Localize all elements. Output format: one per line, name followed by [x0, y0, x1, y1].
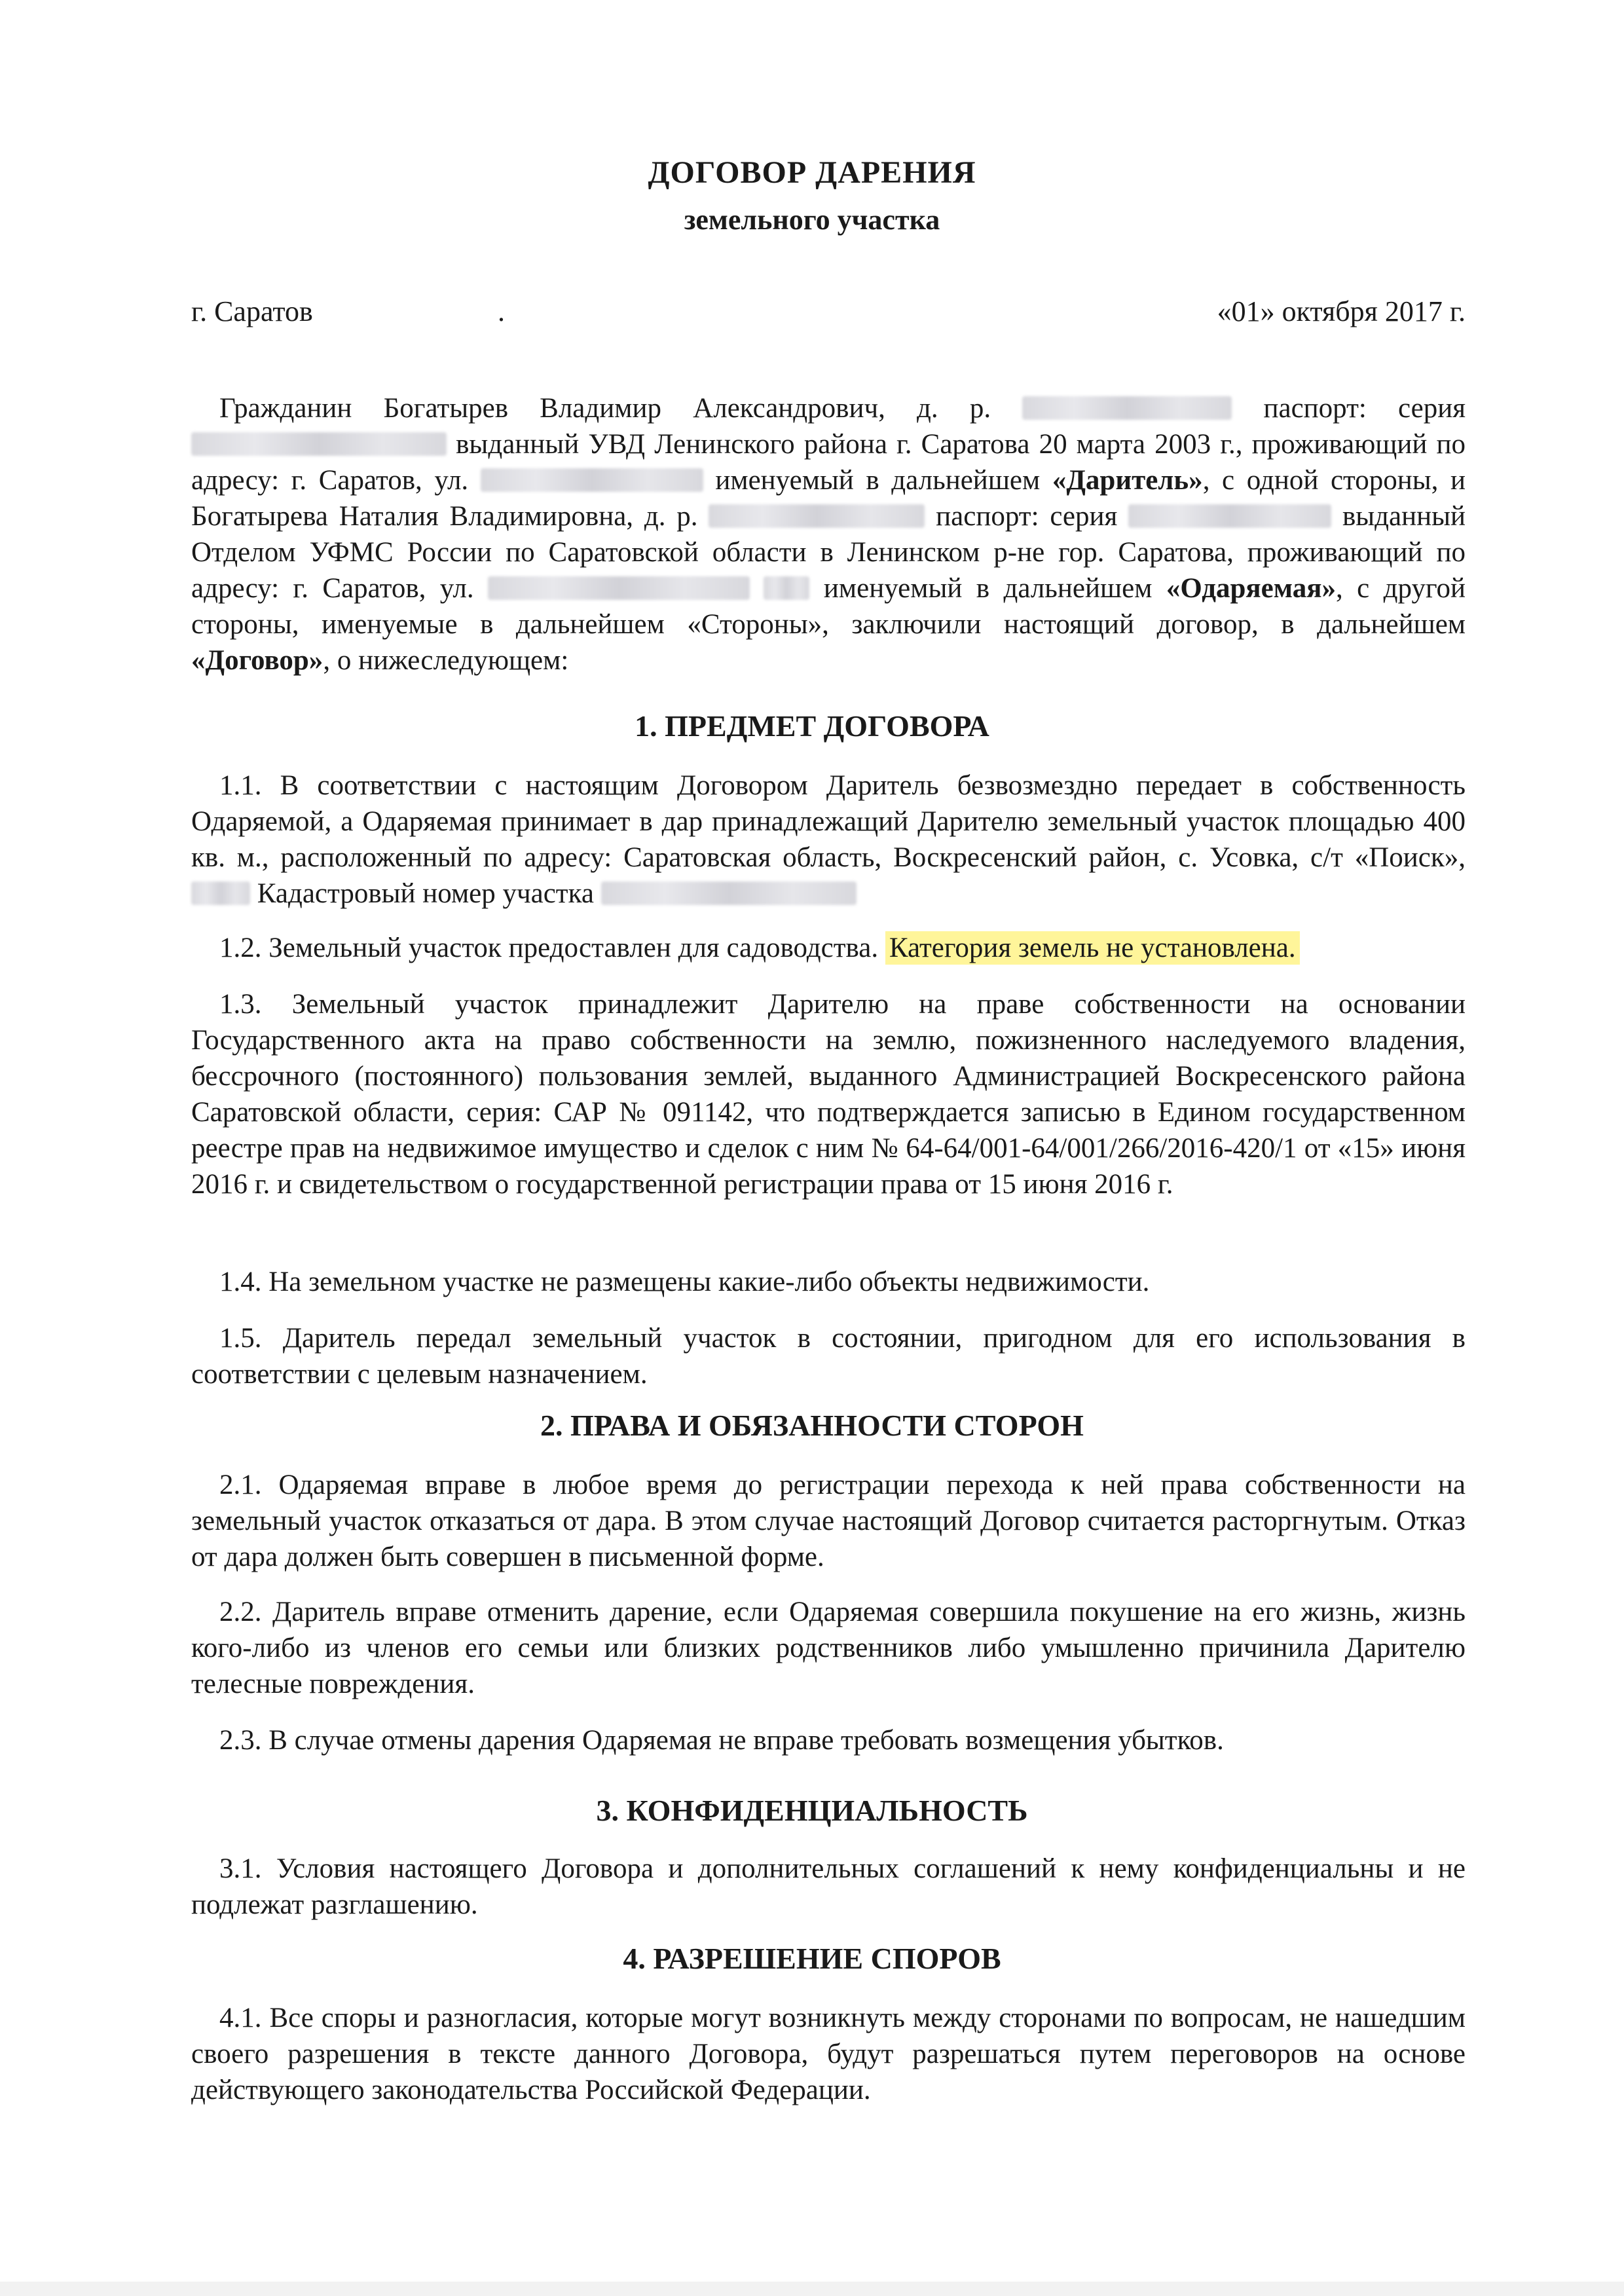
preamble-text: именуемый в дальнейшем: [823, 573, 1153, 604]
contract-term: «Договор»: [191, 645, 323, 676]
redacted-passport: [1128, 504, 1331, 528]
clause-text: 2.3. В случае отмены дарения Одаряемая не вправе требовать возмещения убытков.: [219, 1725, 1224, 1756]
document-title: ДОГОВОР ДАРЕНИЯ: [648, 155, 976, 190]
page-bottom-edge: [0, 2282, 1624, 2296]
preamble-text: именуемый в дальнейшем: [715, 465, 1041, 496]
contract-date: «01» октября 2017 г.: [1217, 295, 1466, 327]
clause-text: Кадастровый номер участка: [257, 878, 594, 909]
redacted-birthdate: [1022, 396, 1232, 420]
clause-2-1: [191, 1467, 1466, 1575]
preamble-text: , с другой стороны, именуемые в дальнейшем «Стороны», заключили настоящий договор, в дальнейшем: [191, 573, 1466, 640]
clause-3-1: [191, 1851, 1466, 1923]
section-2-heading: 2. ПРАВА И ОБЯЗАННОСТИ СТОРОН: [540, 1409, 1084, 1442]
redacted-address: [488, 576, 750, 600]
section-1-heading: 1. ПРЕДМЕТ ДОГОВОРА: [635, 709, 989, 743]
donee-term: «Одаряемая»: [1166, 573, 1336, 604]
clause-text: 1.1. В соответствии с настоящим Договором Даритель безвозмездно передает в собственность Одаряемой, а Одаряемая принимает в дар принадлежащий Дарителю земельный участок площадью 400 кв. м., расположенный по адресу: Саратовская область, Воскресенский район, с. Усовка, с/т «Поиск»,: [191, 770, 1466, 873]
redacted-passport: [191, 432, 447, 456]
preamble-text: выданный Отделом УФМС России по Саратовской области в Ленинском р-не гор. Саратова, проживающий по адресу: г. Саратов, ул.: [191, 501, 1466, 604]
clause-text: 2.1. Одаряемая вправе в любое время до регистрации перехода к ней права собственности на земельный участок отказаться от дара. В этом случае настоящий Договор считается расторгнутым. Отказ от дара должен быть совершен в письменной форме.: [191, 1470, 1466, 1572]
clause-4-1: [191, 2000, 1466, 2108]
redacted-address: [481, 468, 703, 492]
preamble-text: , с одной стороны, и Богатырева Наталия Владимировна, д. р.: [191, 465, 1466, 532]
preamble-text: Гражданин Богатырев Владимир Александрович, д. р.: [219, 393, 991, 424]
clause-text: 4.1. Все споры и разногласия, которые могут возникнуть между сторонами по вопросам, не нашедшим своего разрешения в тексте данного Договора, будут разрешаться путем переговоров на основе действующего законодательства Российской Федерации.: [191, 2003, 1466, 2105]
preamble-text: паспорт: серия: [936, 501, 1118, 532]
clause-2-2: [191, 1594, 1466, 1702]
section-4-heading: 4. РАЗРЕШЕНИЕ СПОРОВ: [623, 1942, 1001, 1975]
clause-text: 1.5. Даритель передал земельный участок в состоянии, пригодном для его использования в соответствии с целевым назначением.: [191, 1323, 1466, 1390]
preamble: [191, 390, 1466, 678]
preamble-text: , о нижеследующем:: [323, 645, 569, 676]
city: г. Саратов: [191, 295, 313, 327]
clause-text: 2.2. Даритель вправе отменить дарение, если Одаряемая совершила покушение на его жизнь, жизнь кого-либо из членов его семьи или близких родственников либо умышленно причинила Дарителю телесные повреждения.: [191, 1597, 1466, 1699]
clause-1-5: [191, 1320, 1466, 1392]
clause-text: 1.3. Земельный участок принадлежит Дарителю на праве собственности на основании Государственного акта на право собственности на землю, пожизненного наследуемого владения, бессрочного (постоянного) пользования землей, выданного Администрацией Воскресенского района Саратовской области, серия: САР № 091142, что подтверждается записью в Едином государственном реестре прав на недвижимое имущество и сделок с ним № 64-64/001-64/001/266/2016-420/1 от «15» июня 2016 г. и свидетельством о государственной регистрации права от 15 июня 2016 г.: [191, 989, 1466, 1200]
highlighted-land-category: Категория земель не установлена.: [885, 931, 1300, 965]
clause-1-4: [191, 1264, 1466, 1300]
clause-text: 3.1. Условия настоящего Договора и дополнительных соглашений к нему конфиденциальны и не подлежат разглашению.: [191, 1853, 1466, 1920]
redacted-plot-number: [191, 881, 250, 905]
clause-2-3: [191, 1722, 1466, 1758]
donor-term: «Даритель»: [1052, 465, 1203, 496]
clause-1-3: [191, 986, 1466, 1202]
dot-mark: .: [498, 295, 505, 327]
document-subtitle: земельного участка: [684, 204, 940, 236]
redacted-cadastral-number: [601, 881, 857, 905]
preamble-text: паспорт: серия: [1263, 393, 1466, 424]
clause-1-1: [191, 768, 1466, 912]
preamble-paragraph: [191, 390, 1466, 678]
preamble-text: выданный УВД Ленинского района г. Саратова 20 марта 2003 г., проживающий по адресу: г. Саратов, ул.: [191, 429, 1466, 496]
clause-text: 1.2. Земельный участок предоставлен для садоводства.: [219, 933, 879, 963]
redacted-birthdate: [709, 504, 925, 528]
redacted-address: [764, 576, 809, 600]
section-3-heading: 3. КОНФИДЕНЦИАЛЬНОСТЬ: [596, 1794, 1028, 1827]
clause-1-2: [191, 930, 1466, 966]
clause-text: 1.4. На земельном участке не размещены какие-либо объекты недвижимости.: [219, 1267, 1150, 1297]
